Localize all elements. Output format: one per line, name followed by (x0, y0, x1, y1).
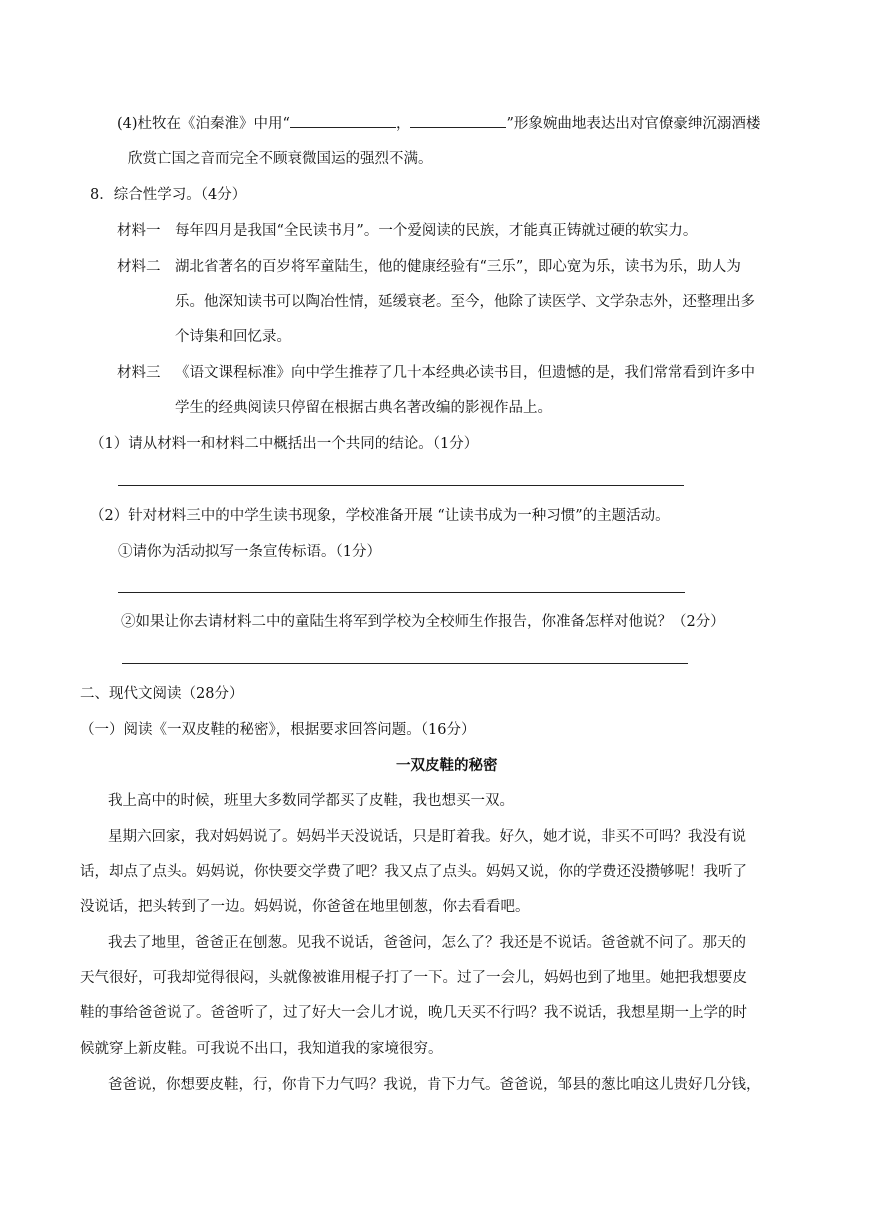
q7-item4-prefix: (4)杜牧在《泊秦淮》中用“ (117, 116, 290, 132)
q8-sub2: （2）针对材料三中的中学生读书现象，学校准备开展 “让读书成为一种习惯”的主题活动。 (90, 508, 670, 524)
material-1-line-1 (117, 221, 697, 241)
material-2-text: 湖北省著名的百岁将军童陆生，他的健康经验有“三乐”，即心宽为乐，读书为乐，助人为 (175, 259, 741, 275)
q8-sub2a: ①请你为活动拟写一条宣传标语。（1分） (118, 544, 381, 560)
passage-line: 话，却点了点头。妈妈说，你快要交学费了吧？我又点了点头。妈妈又说，你的学费还没攒够呢！我听了 (80, 864, 747, 880)
material-3-line-2: 学生的经典阅读只停留在根据古典名著改编的影视作品上。 (175, 400, 552, 416)
answer-blank-2[interactable] (410, 113, 506, 128)
q7-item4-line1 (117, 113, 760, 134)
passage-line: 爸爸说，你想要皮鞋，行，你肯下力气吗？我说，肯下力气。爸爸说，邹县的葱比咱这儿贵好几分钱， (108, 1077, 761, 1093)
material-1-label: 材料一 (117, 223, 161, 239)
material-3-label: 材料三 (117, 365, 161, 381)
q8-sub1: （1）请从材料一和材料二中概括出一个共同的结论。（1分） (90, 436, 479, 452)
passage-line: 我去了地里，爸爸正在刨葱。见我不说话，爸爸问，怎么了？我还是不说话。爸爸就不问了。那天的 (108, 935, 746, 951)
passage-line: 没说话，把头转到了一边。妈妈说，你爸爸在地里刨葱，你去看看吧。 (80, 899, 530, 915)
answer-line-2[interactable] (118, 592, 685, 593)
material-2-line-3: 个诗集和回忆录。 (175, 329, 291, 345)
section2-part1: （一）阅读《一双皮鞋的秘密》，根据要求回答问题。（16分） (80, 722, 476, 738)
material-1-text: 每年四月是我国“全民读书月”。一个爱阅读的民族，才能真正铸就过硬的软实力。 (175, 223, 698, 239)
q7-item4-comma: ， (395, 116, 411, 132)
passage-line: 我上高中的时候，班里大多数同学都买了皮鞋，我也想买一双。 (108, 793, 514, 809)
answer-blank-1[interactable] (290, 113, 396, 128)
material-2-line-2: 乐。他深知读书可以陶冶性情，延缓衰老。至今，他除了读医学、文学杂志外，还整理出多 (175, 294, 755, 310)
passage-line: 天气很好，可我却觉得很闷，头就像被谁用棍子打了一下。过了一会儿，妈妈也到了地里。她把我想要皮 (80, 970, 747, 986)
passage-line: 候就穿上新皮鞋。可我说不出口，我知道我的家境很穷。 (80, 1041, 443, 1057)
material-2-line-1 (117, 257, 741, 277)
q7-item4-line2: 欣赏亡国之音而完全不顾衰微国运的强烈不满。 (128, 151, 433, 167)
passage-line: 鞋的事给爸爸说了。爸爸听了，过了好大一会儿才说，晚几天买不行吗？我不说话，我想星期一上学的时 (80, 1005, 747, 1021)
answer-line-3[interactable] (122, 663, 688, 664)
material-2-label: 材料二 (117, 259, 161, 275)
q8-sub2b: ②如果让你去请材料二中的童陆生将军到学校为全校师生作报告，你准备怎样对他说？（2分） (121, 614, 725, 630)
q7-item4-suffix: ”形象婉曲地表达出对官僚豪绅沉溺酒楼 (506, 116, 761, 132)
passage-line: 星期六回家，我对妈妈说了。妈妈半天没说话，只是盯着我。好久，她才说，非买不可吗？我没有说 (108, 829, 746, 845)
q8-heading: 8．综合性学习。（4分） (90, 187, 247, 203)
material-3-text: 《语文课程标准》向中学生推荐了几十本经典必读书目，但遗憾的是，我们常常看到许多中 (175, 365, 755, 381)
passage-title: 一双皮鞋的秘密 (396, 757, 498, 774)
answer-line-1[interactable] (118, 485, 684, 486)
section2-heading: 二、现代文阅读（28分） (80, 686, 244, 702)
material-3-line-1 (117, 363, 755, 383)
